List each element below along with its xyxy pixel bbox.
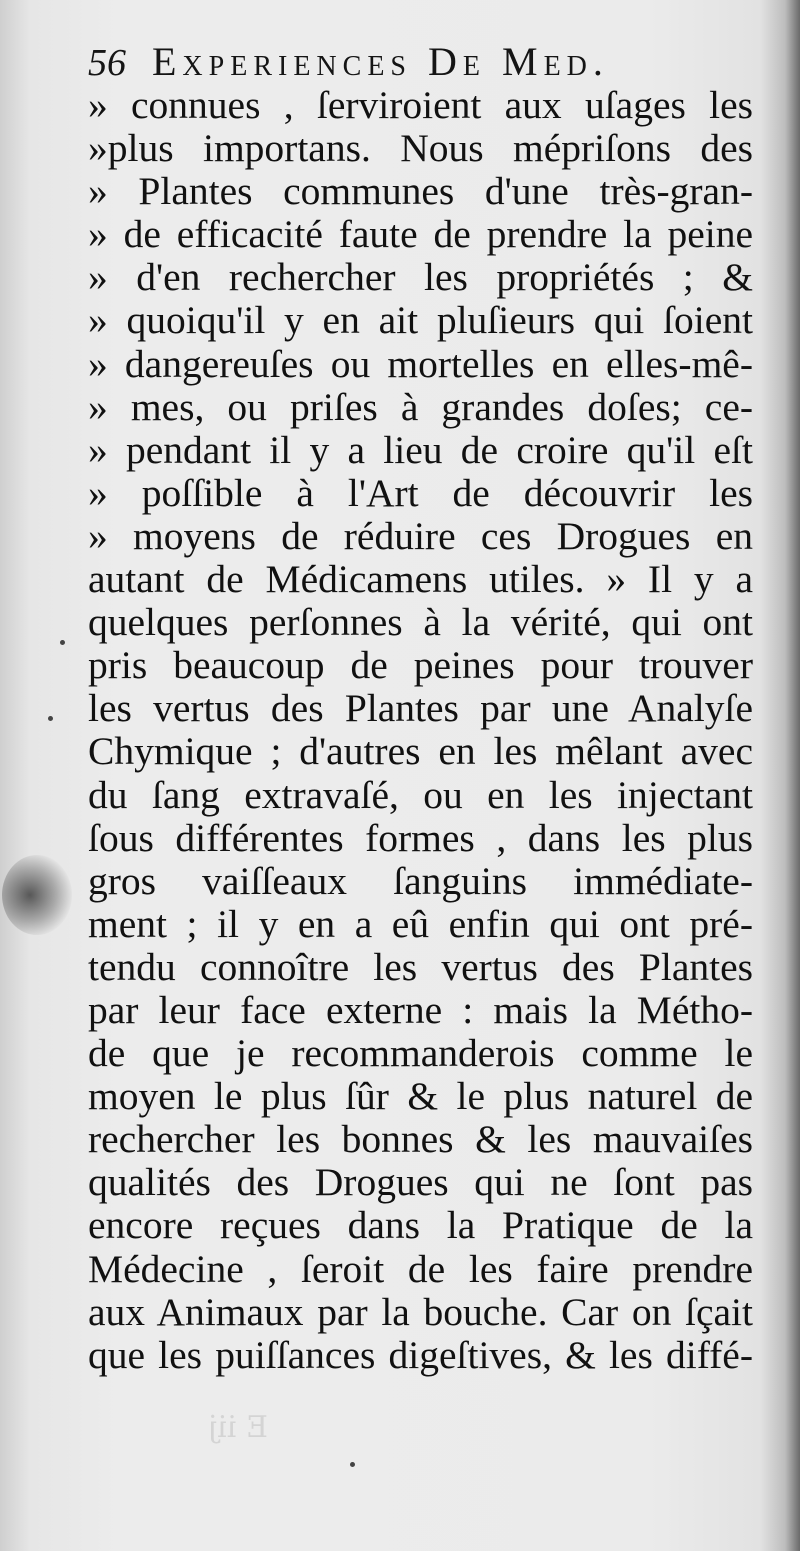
text-line: » connues , ſerviroient aux uſages les bbox=[88, 83, 753, 127]
text-line: Médecine , ſeroit de les faire prendre bbox=[88, 1246, 753, 1291]
text-line: »plus importans. Nous mépriſons des bbox=[88, 126, 753, 171]
running-head: Experiences De Med. bbox=[152, 39, 609, 84]
text-line: du ſang extravaſé, ou en les injectant bbox=[88, 772, 753, 817]
text-line: » poſſible à l'Art de découvrir les bbox=[88, 470, 753, 515]
text-line: rechercher les bonnes & les mauvaiſes bbox=[88, 1117, 753, 1162]
margin-speck bbox=[48, 716, 53, 721]
body-text bbox=[88, 84, 753, 1377]
text-line: » d'en rechercher les propriétés ; & bbox=[88, 255, 753, 300]
text-line: » mes, ou priſes à grandes doſes; ce- bbox=[88, 384, 753, 429]
ink-stain bbox=[2, 855, 72, 935]
text-line: » dangereuſes ou mortelles en elles-mê- bbox=[88, 341, 753, 386]
text-line: quelques perſonnes à la vérité, qui ont bbox=[88, 600, 753, 645]
text-line: » moyens de réduire ces Drogues en bbox=[88, 513, 753, 558]
text-line: ment ; il y en a eû enfin qui ont pré- bbox=[88, 901, 753, 946]
page-number: 56 bbox=[88, 42, 126, 84]
text-line: Chymique ; d'autres en les mêlant avec bbox=[88, 729, 753, 774]
text-line: aux Animaux par la bouche. Car on ſçait bbox=[88, 1289, 753, 1334]
text-line: qualités des Drogues qui ne ſont pas bbox=[88, 1160, 753, 1205]
text-line: que les puiſſances digeſtives, & les diffé- bbox=[88, 1332, 753, 1377]
text-line: » pendant il y a lieu de croire qu'il eſt bbox=[88, 427, 753, 472]
text-line: ſous différentes formes , dans les plus bbox=[88, 815, 753, 860]
text-line: les vertus des Plantes par une Analyſe bbox=[88, 686, 753, 731]
text-line: » de efficacité faute de prendre la peine bbox=[88, 212, 753, 257]
text-line: encore reçues dans la Pratique de la bbox=[88, 1203, 753, 1248]
text-line: pris beaucoup de peines pour trouver bbox=[88, 643, 753, 688]
show-through-text: E iij bbox=[208, 1410, 268, 1445]
text-line: » quoiqu'il y en ait pluſieurs qui ſoient bbox=[88, 298, 753, 343]
text-line: par leur face externe : mais la Métho- bbox=[88, 987, 753, 1032]
text-line: gros vaiſſeaux ſanguins immédiate- bbox=[88, 858, 753, 903]
text-line: de que je recommanderois comme le bbox=[88, 1031, 753, 1076]
margin-speck bbox=[60, 640, 65, 645]
text-line: tendu connoître les vertus des Plantes bbox=[88, 944, 753, 989]
text-line: » Plantes communes d'une très-gran- bbox=[88, 169, 753, 214]
text-line: moyen le plus ſûr & le plus naturel de bbox=[88, 1074, 753, 1119]
margin-speck bbox=[350, 1462, 355, 1467]
text-line: autant de Médicamens utiles. » Il y a bbox=[88, 557, 753, 602]
